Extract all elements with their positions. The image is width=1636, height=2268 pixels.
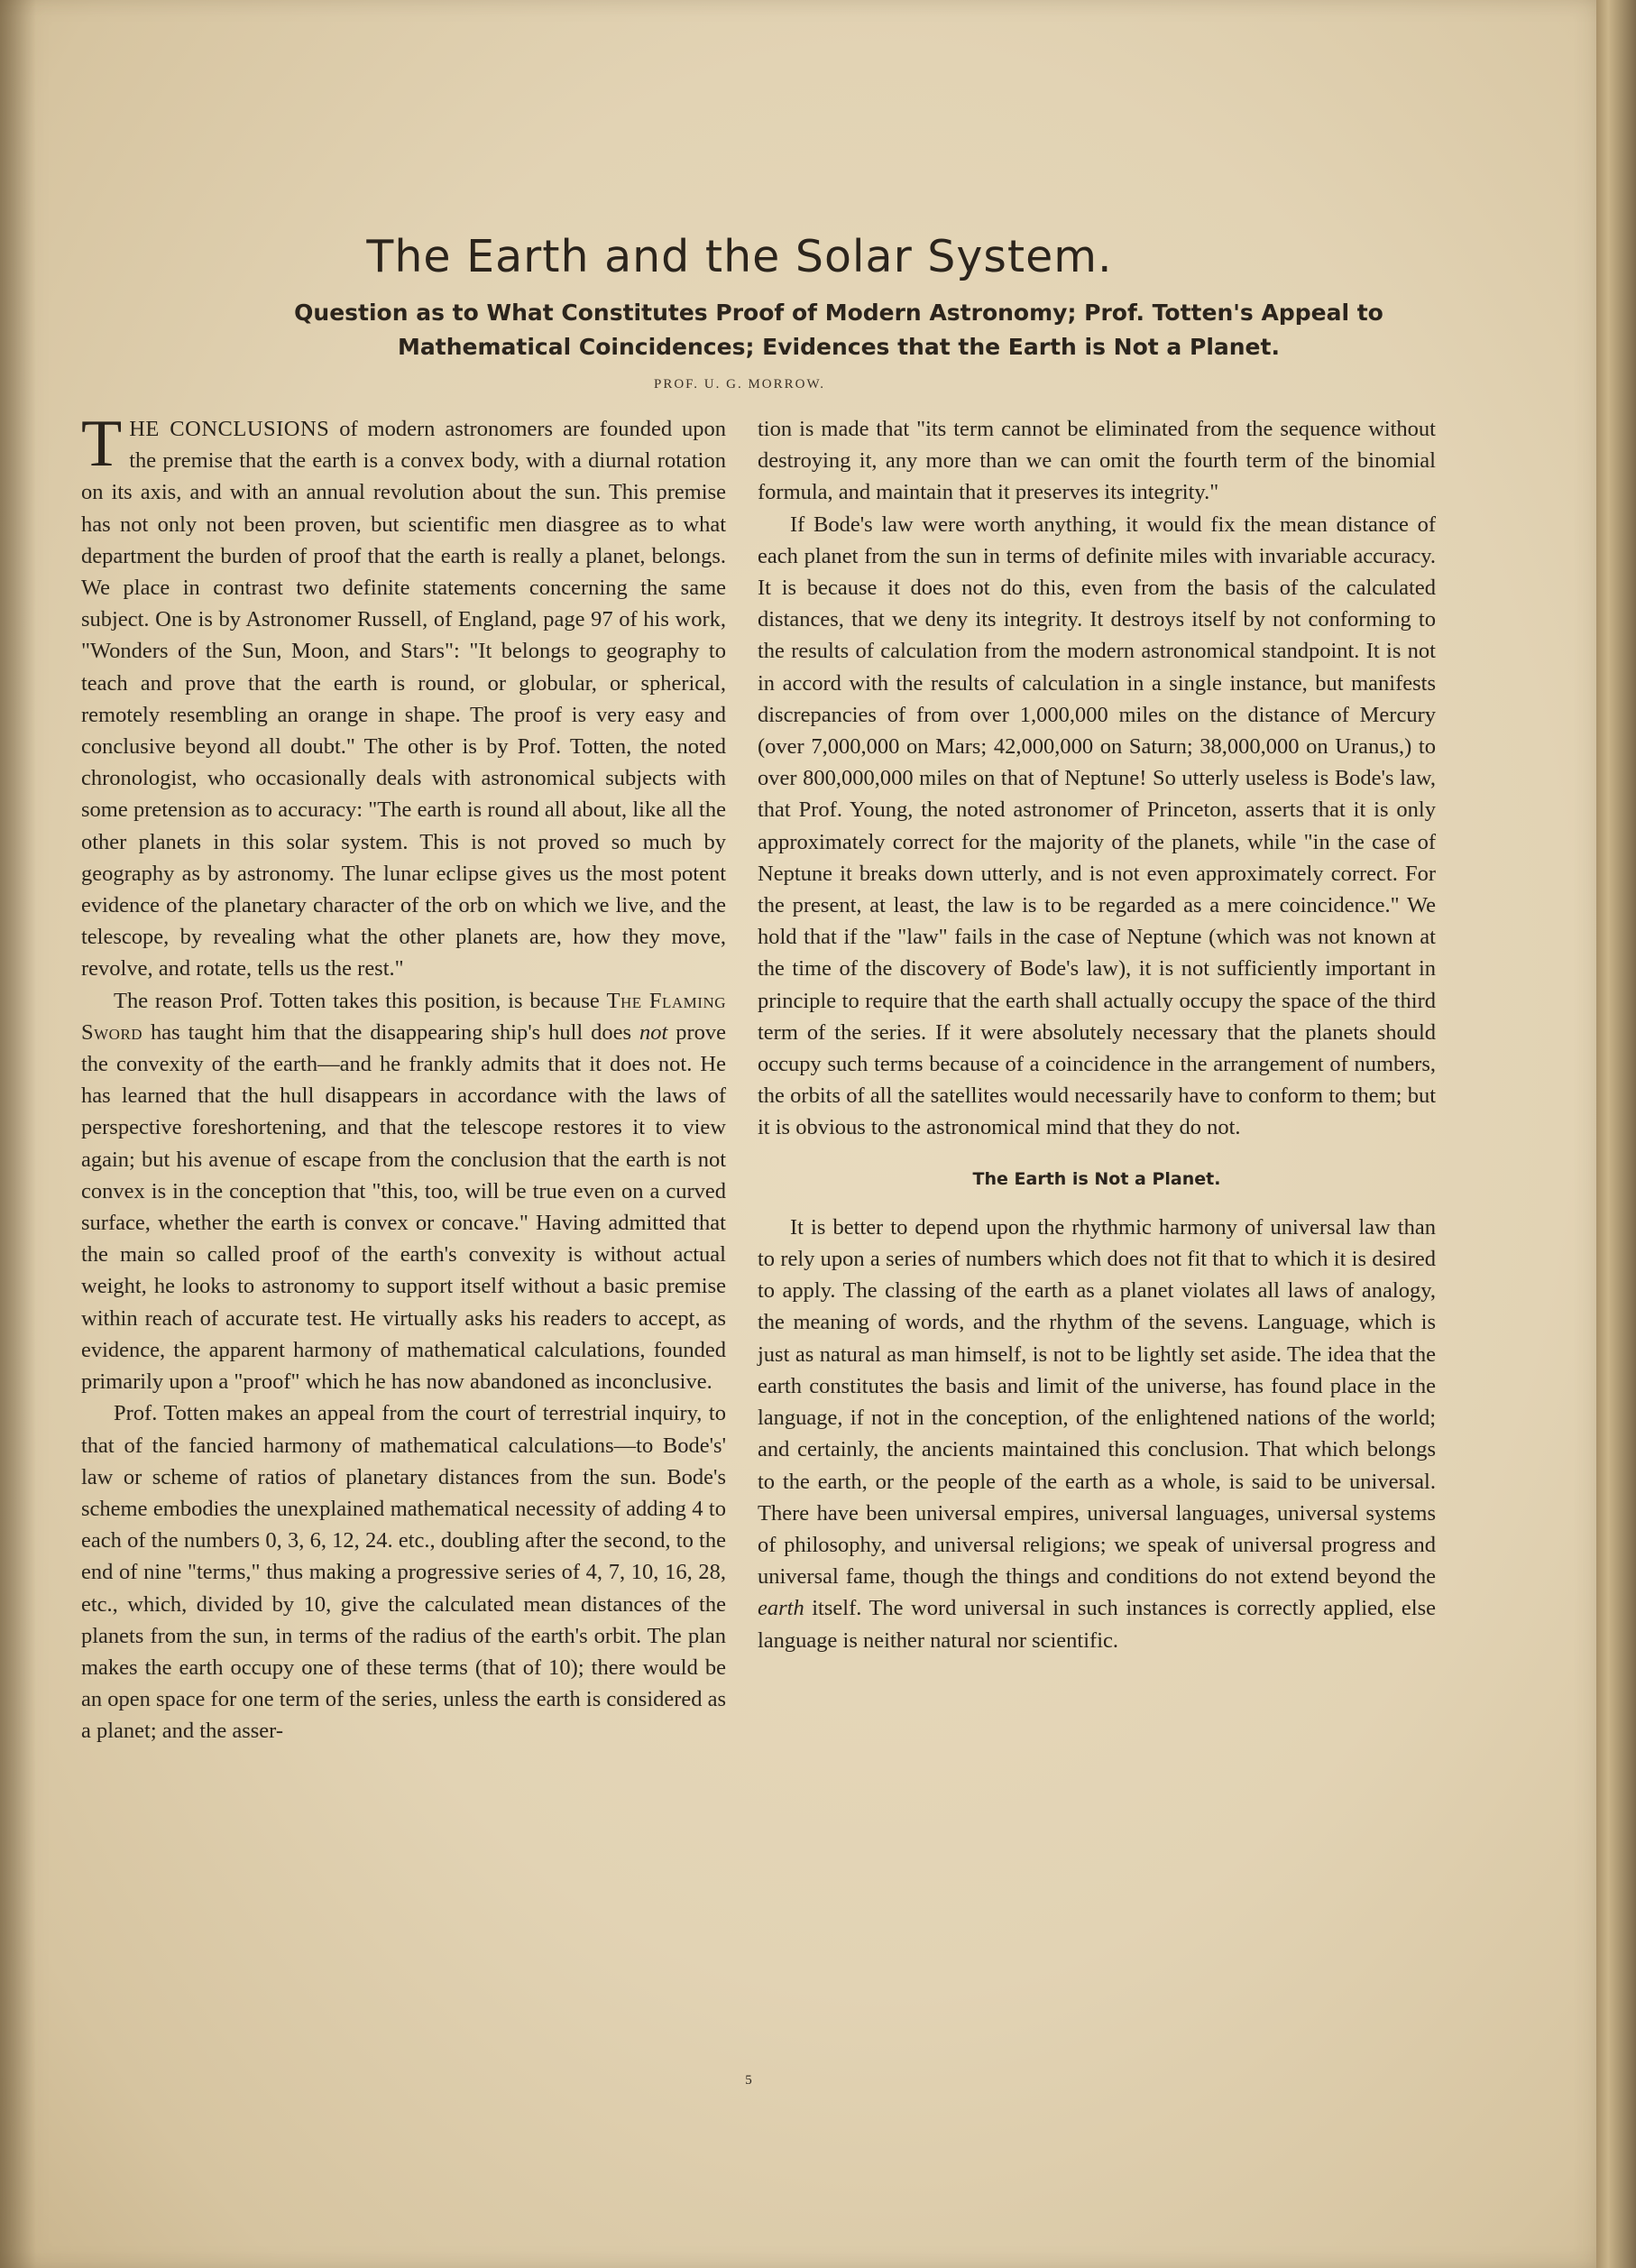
lead-in-small-caps: HE CONCLUSIONS	[129, 417, 330, 441]
paragraph-text: tion is made that "its term cannot be eliminated from the sequence without destroying it, any more than we can omit the fourth term of the binomial formula, and maintain that it preserves its integrity."	[758, 417, 1436, 505]
article-title: The Earth and the Solar System.	[366, 231, 1113, 282]
paragraph-text: prove the convexity of the earth—and he frankly admits that it does not. He has learned that the hull disappears in accordance with the laws of perspective foreshortening, and that the telescope restores it to view again; but his avenue of escape from the conclusion that the earth is not convex is in the conception that "this, too, will be true even on a curved surface, whether the earth is convex or concave." Having admitted that the main so called proof of the earth's convexity is without actual weight, he looks to astronomy to support itself without a basic premise within reach of accurate test. He virtually asks his readers to accept, as evidence, the apparent harmony of mathematical calculations, founded primarily upon a "proof" which he has now abandoned as inconclusive.	[81, 1019, 726, 1395]
paragraph-text: If Bode's law were worth anything, it would fix the mean distance of each planet from the sun in terms of definite miles with invariable accuracy. It is because it does not do this, even from the basis of the calculated distances, that we deny its integrity. It destroys itself by not conforming to the results of calculation from the modern astronomical standpoint. It is not in accord with the results of calculation in a single instance, but manifests discrepancies of from over 1,000,000 miles on the distance of Mercury (over 7,000,000 on Mars; 42,000,000 on Saturn; 38,000,000 on Uranus,) to over 800,000,000 miles on that of Neptune! So utterly useless is Bode's law, that Prof. Young, the noted astronomer of Princeton, asserts that it is only approximately correct for the majority of the planets, while "in the case of Neptune it breaks down utterly, and is not even approximately correct. For the present, at least, the law is to be regarded as a mere coincidence." We hold that if the "law" fails in the case of Neptune (which was not known at the time of the discovery of Bode's law), it is not sufficiently important in principle to require that the earth shall actually occupy the space of the third term of the series. If it were absolutely necessary that the planets should occupy such terms because of a coincidence in the arrangement of numbers, the orbits of all the satellites would necessarily have to conform to them; but it is obvious to the astronomical mind that they do not.	[758, 512, 1436, 1140]
paragraph-text: of modern astronomers are founded upon the premise that the earth is a convex body, with a diurnal rotation on its axis, and with an annual revolution about the sun. This premise has not only not been proven, but scientific men diasgree as to what department the burden of proof that the earth is really a planet, belongs. We place in contrast two definite statements concerning the same subject. One is by Astronomer Russell, of England, page 97 of his work, "Wonders of the Sun, Moon, and Stars": "It belongs to geography to teach and prove that the earth is round, or globular, or spherical, remotely resembling an orange in shape. The proof is very easy and conclusive beyond all doubt." The other is by Prof. Totten, the noted chronologist, who occasionally deals with astronomical subjects with some pretension as to accuracy: "The earth is round all about, like all the other planets in this solar system. This is not proved so much by geography as by astronomy. The lunar eclipse gives us the most potent evidence of the planetary character of the orb on which we live, and the telescope, by revealing what the other planets are, how they move, revolve, and rotate, tells us the rest."	[81, 417, 727, 982]
emphasis-text: not	[639, 1019, 668, 1045]
paragraph	[81, 985, 726, 1398]
drop-cap: T	[81, 407, 123, 481]
paragraph-text: It is better to depend upon the rhythmic harmony of universal law than to rely upon a series of numbers which does not fit that to which it is desired to apply. The classing of the earth as a planet violates all laws of analogy, the meaning of words, and the rhythm of the sevens. Language, which is just as natural as man himself, is not to be lightly set aside. The idea that the earth constitutes the basis and limit of the universe, has found place in the language, if not in the conception, of the enlightened nations of the world; and certainly, the ancients maintained this conclusion. That which belongs to the earth, or the people of the earth as a whole, is said to be universal. There have been universal empires, universal languages, universal systems of philosophy, and universal religions; we speak of universal progress and universal fame, though the things and conditions do not extend beyond the	[758, 1214, 1436, 1590]
paragraph	[81, 1397, 726, 1747]
binding-gutter	[0, 0, 36, 2268]
page-number: 5	[745, 2073, 752, 2088]
paragraph-text: itself. The word universal in such instances is correctly applied, else language is neither natural nor scientific.	[758, 1596, 1436, 1653]
article-byline: PROF. U. G. MORROW.	[653, 377, 826, 392]
left-column	[81, 407, 727, 1747]
article-subtitle: Question as to What Constitutes Proof of Modern Astronomy; Prof. Totten's Appeal to Mathematical Coincidences; Evidences that the Earth is Not a Planet.	[294, 300, 1383, 360]
paragraph-text: has taught him that the disappearing ship's hull does	[142, 1019, 639, 1045]
paragraph	[758, 509, 1436, 1144]
section-heading: The Earth is Not a Planet.	[972, 1168, 1221, 1189]
right-column	[758, 413, 1436, 1656]
page-edge-stack	[1596, 0, 1636, 2268]
paragraph-text: Prof. Totten makes an appeal from the court of terrestrial inquiry, to that of the fancied harmony of mathematical calculations—to Bode's' law or scheme of ratios of planetary distances from the sun. Bode's scheme embodies the unexplained mathematical necessity of adding 4 to each of the numbers 0, 3, 6, 12, 24. etc., doubling after the second, to the end of nine "terms," thus making a progressive series of 4, 7, 10, 16, 28, etc., which, divided by 10, give the calculated mean distances of the planets from the sun, in terms of the radius of the earth's orbit. The plan makes the earth occupy one of these terms (that of 10); there would be an open space for one term of the series, unless the earth is considered as a planet; and the asser-	[81, 1401, 727, 1744]
paragraph-text: The reason Prof. Totten takes this position, is because	[114, 988, 607, 1013]
paragraph	[758, 1212, 1436, 1656]
paragraph	[81, 407, 727, 985]
paragraph	[758, 413, 1436, 509]
emphasis-text: earth	[758, 1596, 804, 1621]
magazine-name-small-caps: The Flaming Sword	[81, 988, 727, 1045]
